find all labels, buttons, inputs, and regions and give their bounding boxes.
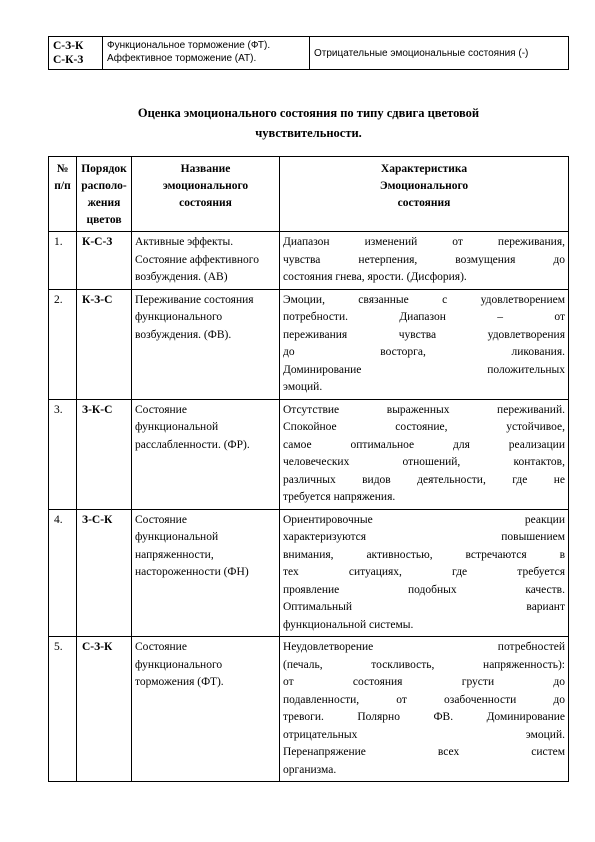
state-name xyxy=(132,232,280,290)
header-name xyxy=(132,157,280,232)
table-body xyxy=(49,232,569,782)
negative-states-note: Отрицательные эмоциональные состояния (-) xyxy=(310,37,569,70)
state-characteristic xyxy=(280,232,569,290)
characteristic-line: (печаль, тоскливость, напряженность): xyxy=(283,658,565,671)
header-line: Название xyxy=(180,163,231,175)
header-order xyxy=(77,157,132,232)
characteristic-line: характеризуются повышением xyxy=(283,531,565,543)
header-line: п/п xyxy=(54,180,71,192)
table-row xyxy=(49,232,569,290)
header-line: Характеристика xyxy=(380,163,468,175)
row-number: 1. xyxy=(49,232,77,290)
state-name-line: Состояние xyxy=(135,513,187,526)
state-name-line: возбуждения. (ФВ). xyxy=(135,328,232,341)
state-name-line: Активные эффекты. xyxy=(135,236,234,248)
header-box xyxy=(48,36,569,70)
header-line: располо- xyxy=(81,180,127,192)
characteristic-line: организма. xyxy=(283,763,337,776)
color-order: З-С-К xyxy=(77,509,132,637)
characteristic-line: Доминирование положительных xyxy=(283,363,565,376)
row-number: 4. xyxy=(49,509,77,637)
state-name-line: Состояние xyxy=(135,403,187,416)
state-name-line: расслабленности. (ФР). xyxy=(135,438,250,451)
state-name xyxy=(132,289,280,399)
color-order: К-С-З xyxy=(77,232,132,290)
state-name xyxy=(132,399,280,509)
inhibition-description: Функциональное торможение (ФТ). xyxy=(107,40,271,51)
title-line: чувствительности. xyxy=(255,126,362,140)
table-row xyxy=(49,289,569,399)
header-characteristic xyxy=(280,157,569,232)
color-codes-cell xyxy=(49,37,103,70)
state-characteristic xyxy=(280,289,569,399)
color-code: С-З-К xyxy=(53,40,84,52)
characteristic-line: Оптимальный вариант xyxy=(283,601,565,613)
characteristic-line: различных видов деятельности, где не xyxy=(283,473,565,486)
table-row xyxy=(49,509,569,637)
page-title xyxy=(48,103,569,143)
state-name-line: напряженности, xyxy=(135,548,214,561)
characteristic-line: отрицательных эмоций. xyxy=(283,728,565,741)
state-name-line: торможения (ФТ). xyxy=(135,676,224,688)
states-table xyxy=(48,156,569,782)
table-row xyxy=(49,399,569,509)
characteristic-line: Перенапряжение всех систем xyxy=(283,746,565,758)
characteristic-line: тех ситуациях, где требуется xyxy=(283,566,565,578)
color-order: С-З-К xyxy=(77,637,132,782)
characteristic-line: самое оптимальное для реализации xyxy=(283,438,565,451)
characteristic-line: человеческих отношений, контактов, xyxy=(283,456,565,468)
table-header-row xyxy=(49,157,569,232)
header-line: цветов xyxy=(86,214,122,226)
header-line: Эмоционального xyxy=(379,180,469,192)
characteristic-line: тревоги. Полярно ФВ. Доминирование xyxy=(283,711,565,723)
characteristic-line: функциональной системы. xyxy=(283,618,414,631)
color-order: К-З-С xyxy=(77,289,132,399)
state-name-line: настороженности (ФН) xyxy=(135,566,249,578)
characteristic-line: Отсутствие выраженных переживаний. xyxy=(283,403,565,416)
characteristic-line: переживания чувства удовлетворения xyxy=(283,328,565,341)
row-number: 5. xyxy=(49,637,77,782)
characteristic-line: проявление подобных качеств. xyxy=(283,583,565,596)
state-name-line: функционального xyxy=(135,311,223,323)
state-name-line: Переживание состояния xyxy=(135,293,254,306)
color-order: З-К-С xyxy=(77,399,132,509)
characteristic-line: внимания, активностью, встречаются в xyxy=(283,548,565,561)
state-characteristic xyxy=(280,399,569,509)
state-characteristic xyxy=(280,637,569,782)
inhibition-description: Аффективное торможение (АТ). xyxy=(107,53,257,64)
characteristic-line: эмоций. xyxy=(283,381,323,393)
state-name-line: функциональной xyxy=(135,421,219,433)
header-line: жения xyxy=(87,197,121,209)
characteristic-line: от состояния грусти до xyxy=(283,676,565,688)
state-name-line: Состояние аффективного xyxy=(135,253,259,266)
characteristic-line: Неудовлетворение потребностей xyxy=(283,641,565,653)
row-number: 3. xyxy=(49,399,77,509)
title-line: Оценка эмоционального состояния по типу сдвига цветовой xyxy=(137,106,480,120)
state-name-line: функционального xyxy=(135,658,223,671)
characteristic-line: Диапазон изменений от переживания, xyxy=(283,236,565,248)
characteristic-line: чувства нетерпения, возмущения до xyxy=(283,253,565,266)
state-name xyxy=(132,509,280,637)
characteristic-line: Эмоции, связанные с удовлетворением xyxy=(283,293,565,306)
characteristic-line: Спокойное состояние, устойчивое, xyxy=(283,421,565,433)
header-line: состояния xyxy=(397,197,451,209)
state-characteristic xyxy=(280,509,569,637)
header-line: № xyxy=(56,163,69,175)
header-num xyxy=(49,157,77,232)
header-line: состояния xyxy=(179,197,232,209)
state-name-line: возбуждения. (АВ) xyxy=(135,271,228,283)
characteristic-line: до восторга, ликования. xyxy=(283,346,565,358)
inhibition-descriptions-cell xyxy=(103,37,310,70)
state-name-line: Состояние xyxy=(135,641,187,653)
header-line: Порядок xyxy=(81,163,127,175)
characteristic-line: подавленности, от озабоченности до xyxy=(283,693,565,706)
characteristic-line: состояния гнева, ярости. (Дисфория). xyxy=(283,271,467,283)
table-row xyxy=(49,637,569,782)
row-number: 2. xyxy=(49,289,77,399)
state-name-line: функциональной xyxy=(135,531,219,543)
header-line: эмоционального xyxy=(162,180,249,192)
characteristic-line: Ориентировочные реакции xyxy=(283,513,565,526)
state-name xyxy=(132,637,280,782)
characteristic-line: потребности. Диапазон – от xyxy=(283,311,565,323)
characteristic-line: требуется напряжения. xyxy=(283,491,396,503)
color-code: С-К-З xyxy=(53,54,84,66)
